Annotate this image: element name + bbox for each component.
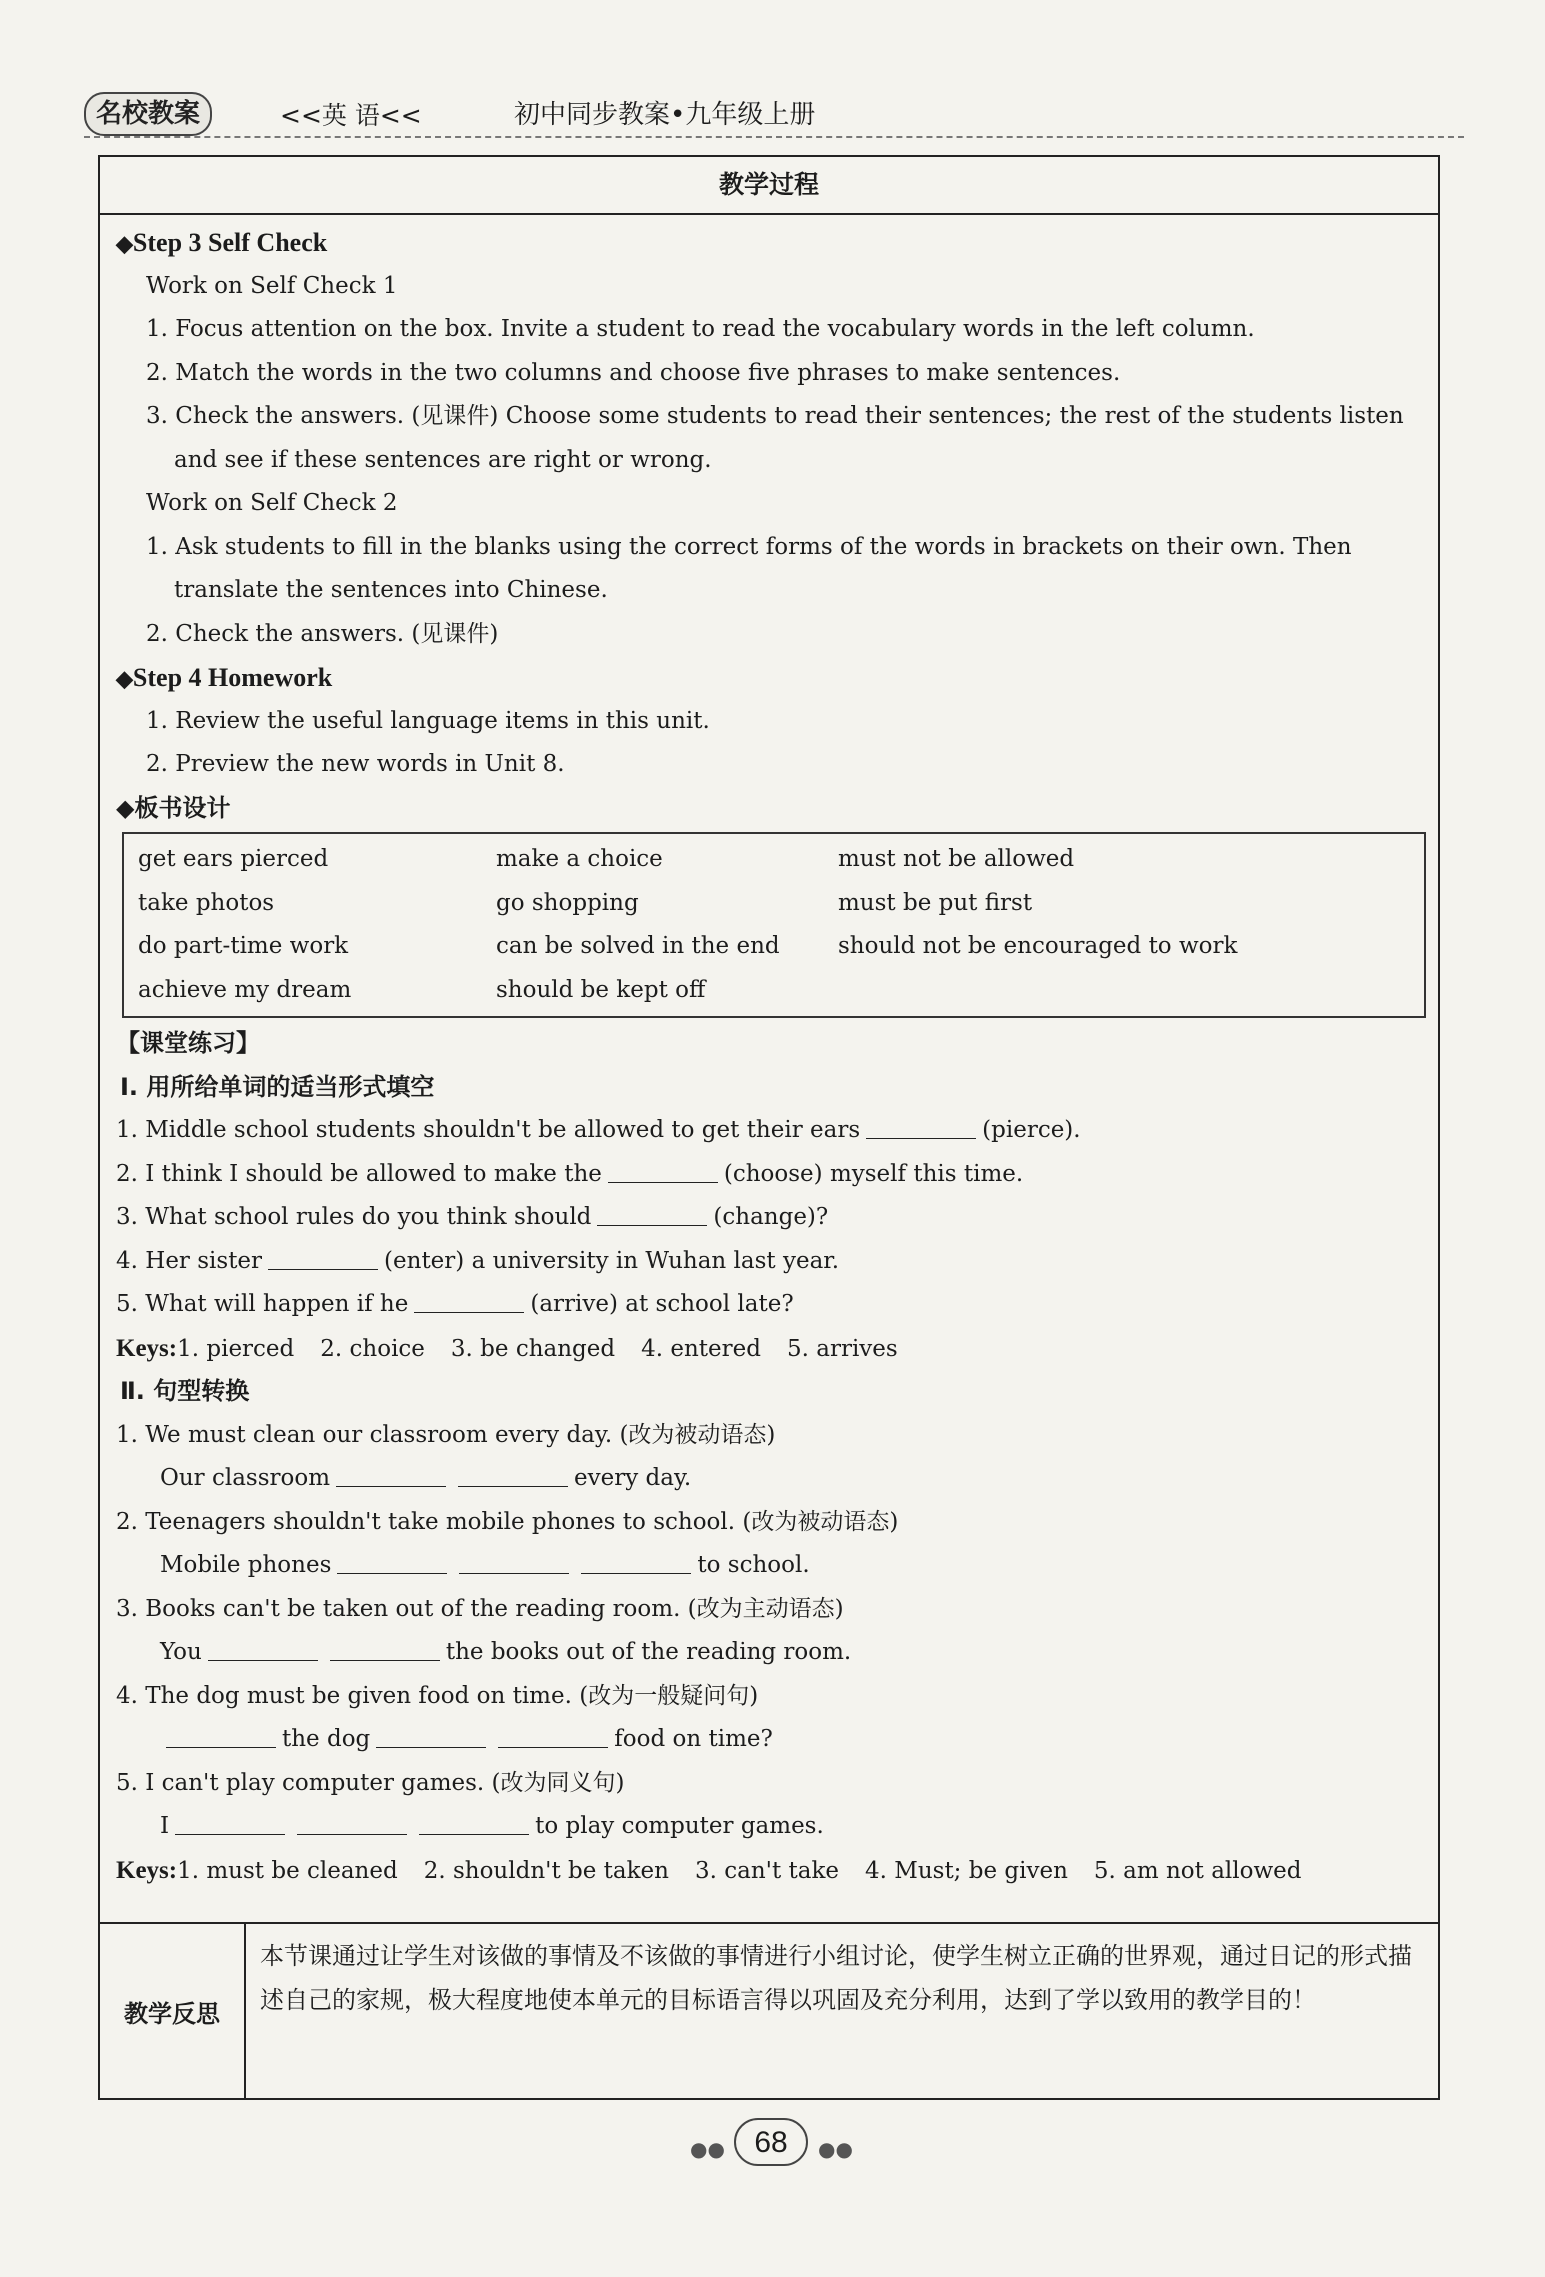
answer-prefix: Our classroom xyxy=(160,1465,331,1491)
table-cell: do part-time work xyxy=(138,933,349,959)
reflection-row xyxy=(100,1922,1438,2098)
exercise-item xyxy=(116,1109,1424,1153)
answer-prefix: Mobile phones xyxy=(160,1552,332,1578)
exercise-item xyxy=(116,1240,1424,1284)
exercise-hint: (pierce). xyxy=(982,1117,1081,1143)
exercise-answer-line xyxy=(116,1631,1424,1675)
key-answer: 4. entered xyxy=(641,1335,761,1362)
page-number: 68 xyxy=(754,2126,788,2159)
brand-logo: 名校教案 xyxy=(84,92,212,136)
table-cell: get ears pierced xyxy=(138,846,329,872)
part1-list xyxy=(116,1109,1424,1327)
key-answer: 1. must be cleaned xyxy=(177,1857,398,1884)
part2-keys xyxy=(116,1849,1424,1893)
exercise-hint: (enter) a university in Wuhan last year. xyxy=(384,1247,840,1274)
answer-blank xyxy=(459,1551,569,1574)
exercise-answer-line xyxy=(116,1718,1424,1762)
header-divider xyxy=(84,136,1464,138)
answer-suffix: the books out of the reading room. xyxy=(445,1639,852,1665)
board-design-table xyxy=(122,832,1426,1018)
answer-blank xyxy=(336,1464,446,1487)
list-item: 1. Review the useful language items in this unit. xyxy=(146,707,710,734)
answer-blank xyxy=(376,1725,486,1748)
diamond-icon: ◆ xyxy=(116,793,135,822)
board-heading: ◆板书设计 xyxy=(116,793,231,822)
answer-blank xyxy=(581,1551,691,1574)
page-number-badge xyxy=(716,2118,826,2168)
answer-suffix: to school. xyxy=(697,1552,810,1578)
answer-blank xyxy=(597,1203,707,1226)
key-answer: 3. can't take xyxy=(694,1857,840,1884)
answer-blank xyxy=(608,1160,718,1183)
exercise-item xyxy=(116,1283,1424,1327)
answer-prefix: the dog xyxy=(282,1726,371,1752)
key-answer: 5. am not allowed xyxy=(1093,1857,1302,1884)
table-row xyxy=(138,838,1410,882)
table-row xyxy=(138,969,1410,1013)
table-cell: should not be encouraged to work xyxy=(838,933,1238,959)
part2-list xyxy=(116,1414,1424,1849)
table-cell xyxy=(838,969,1410,1013)
table-row xyxy=(138,925,1410,969)
exercise-question: 1. We must clean our classroom every day. (改为被动语态) xyxy=(116,1421,776,1448)
exercise-text: 5. What will happen if he xyxy=(116,1291,409,1317)
list-item: 1. Ask students to fill in the blanks using the correct forms of the words in brackets on their own. Then translate the sentences into Chinese. xyxy=(146,533,1352,603)
page-header xyxy=(84,92,1464,140)
answer-blank xyxy=(866,1116,976,1139)
answer-blank xyxy=(414,1290,524,1313)
exercise-question: 3. Books can't be taken out of the reading room. (改为主动语态) xyxy=(116,1595,844,1622)
part1-heading: Ⅰ. 用所给单词的适当形式填空 xyxy=(120,1072,435,1101)
exercise-answer-line xyxy=(116,1544,1424,1588)
answer-blank xyxy=(330,1638,440,1661)
answer-blank xyxy=(337,1551,447,1574)
table-cell: take photos xyxy=(138,889,275,916)
key-answer: 3. be changed xyxy=(450,1335,616,1362)
exercise-question: 2. Teenagers shouldn't take mobile phones to school. (改为被动语态) xyxy=(116,1508,899,1535)
exercise-text: 2. I think I should be allowed to make the xyxy=(116,1160,602,1187)
answer-suffix: every day. xyxy=(574,1465,692,1491)
table-cell: must not be allowed xyxy=(838,846,1075,872)
key-answer: 4. Must; be given xyxy=(865,1857,1068,1884)
exercise-text: 4. Her sister xyxy=(116,1247,263,1274)
book-title: 初中同步教案•九年级上册 xyxy=(514,100,816,130)
table-cell: can be solved in the end xyxy=(496,933,780,959)
exercise-item xyxy=(116,1196,1424,1240)
answer-prefix: I xyxy=(160,1813,170,1839)
exercise-text: 1. Middle school students shouldn't be allowed to get their ears xyxy=(116,1117,861,1143)
keys-label: Keys: xyxy=(116,1334,178,1362)
exercise-answer-line xyxy=(116,1805,1424,1849)
dots-decoration-icon: ●● xyxy=(690,2137,725,2161)
keys-label: Keys: xyxy=(116,1856,178,1884)
table-row xyxy=(138,882,1410,926)
answer-suffix: food on time? xyxy=(614,1726,773,1752)
answer-blank xyxy=(419,1812,529,1835)
answer-blank xyxy=(208,1638,318,1661)
list-item: 2. Preview the new words in Unit 8. xyxy=(146,751,565,777)
lesson-frame xyxy=(98,155,1440,2100)
exercise-hint: (change)? xyxy=(713,1204,829,1230)
process-body xyxy=(100,215,1438,1892)
exercise-text: 3. What school rules do you think should xyxy=(116,1204,592,1230)
exercise-hint: (arrive) at school late? xyxy=(530,1291,794,1317)
answer-blank xyxy=(297,1812,407,1835)
reflection-label: 教学反思 xyxy=(100,1924,246,2098)
answer-suffix: to play computer games. xyxy=(535,1813,824,1839)
part2-heading: Ⅱ. 句型转换 xyxy=(120,1377,250,1405)
answer-prefix: You xyxy=(160,1639,202,1665)
table-cell: should be kept off xyxy=(496,976,706,1003)
list-item: 1. Focus attention on the box. Invite a student to read the vocabulary words in the left column. xyxy=(146,316,1255,342)
list-item: 3. Check the answers. (见课件) Choose some students to read their sentences; the rest of the students listen and see if these sentences are right or wrong. xyxy=(146,403,1404,473)
exercise-question: 4. The dog must be given food on time. (改为一般疑问句) xyxy=(116,1682,759,1709)
table-cell: must be put first xyxy=(838,889,1033,916)
diamond-icon: ◆ xyxy=(116,231,133,256)
answer-blank xyxy=(498,1725,608,1748)
answer-blank xyxy=(166,1725,276,1748)
key-answer: 1. pierced xyxy=(177,1335,295,1362)
dots-decoration-icon: ●● xyxy=(818,2137,853,2161)
self-check2-heading: Work on Self Check 2 xyxy=(146,490,398,516)
step4-heading: ◆Step 4 Homework xyxy=(116,663,333,692)
step3-heading: ◆Step 3 Self Check xyxy=(116,228,328,257)
exercise-hint: (choose) myself this time. xyxy=(723,1160,1024,1187)
reflection-text: 本节课通过让学生对该做的事情及不该做的事情进行小组讨论，使学生树立正确的世界观，通过日记的形式描述自己的家规，极大程度地使本单元的目标语言得以巩固及充分利用，达到了学以致用的教学目的！ xyxy=(260,1942,1412,2014)
table-cell: achieve my dream xyxy=(138,976,352,1003)
answer-blank xyxy=(458,1464,568,1487)
list-item: 2. Match the words in the two columns and choose five phrases to make sentences. xyxy=(146,359,1121,386)
key-answer: 5. arrives xyxy=(786,1335,898,1362)
part1-keys xyxy=(116,1327,1424,1371)
diamond-icon: ◆ xyxy=(116,666,133,691)
answer-blank xyxy=(175,1812,285,1835)
key-answer: 2. choice xyxy=(320,1335,425,1362)
exercise-question: 5. I can't play computer games. (改为同义句) xyxy=(116,1769,625,1796)
self-check1-heading: Work on Self Check 1 xyxy=(146,272,398,299)
table-cell: make a choice xyxy=(496,846,663,872)
exercise-item xyxy=(116,1153,1424,1197)
process-title: 教学过程 xyxy=(100,157,1438,215)
subject-label: <<英 语<< xyxy=(280,101,422,130)
answer-blank xyxy=(268,1247,378,1270)
list-item: 2. Check the answers. (见课件) xyxy=(146,620,499,647)
practice-heading: 【课堂练习】 xyxy=(116,1029,260,1057)
table-cell: go shopping xyxy=(496,889,639,916)
exercise-answer-line xyxy=(116,1457,1424,1501)
key-answer: 2. shouldn't be taken xyxy=(423,1857,669,1884)
